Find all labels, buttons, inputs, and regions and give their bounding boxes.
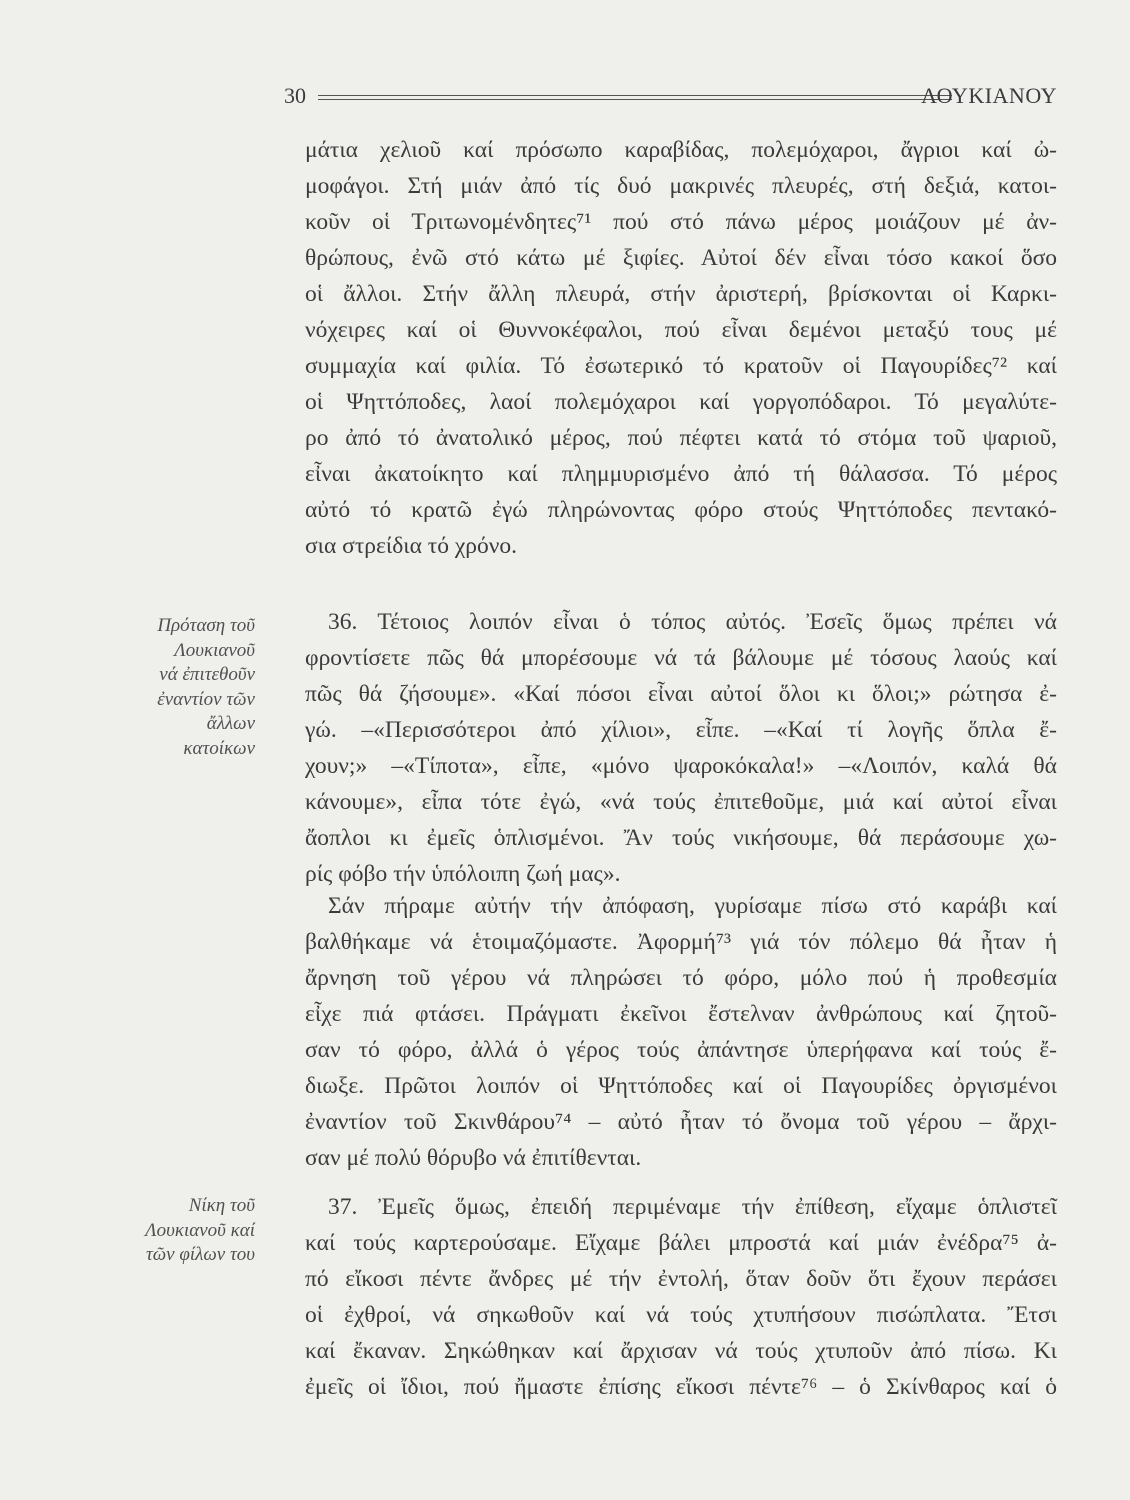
- text-line: μάτια χελιοῦ καί πρόσωπο καραβίδας, πολεμόχαροι, ἄγριοι καί ὠ-: [305, 137, 1057, 163]
- margin-note-line: ἄλλων: [206, 713, 255, 734]
- text-line: ρίς φόβο τήν ὑπόλοιπη ζωή μας».: [305, 861, 621, 887]
- text-line: γώ. –«Περισσότεροι ἀπό χίλιοι», εἶπε. –«Καί τί λογῆς ὅπλα ἔ-: [305, 717, 1057, 743]
- text-line: 37. Ἐμεῖς ὅμως, ἐπειδή περιμέναμε τήν ἐπίθεση, εἴχαμε ὁπλιστεῖ: [328, 1194, 1057, 1220]
- text-line: ρο ἀπό τό ἀνατολικό μέρος, πού πέφτει κατά τό στόμα τοῦ ψαριοῦ,: [305, 425, 1057, 451]
- text-line: φροντίσετε πῶς θά μπορέσουμε νά τά βάλουμε μέ τόσους λαούς καί: [305, 645, 1057, 671]
- margin-note: [157, 614, 255, 761]
- text-line: σαν μέ πολύ θόρυβο νά ἐπιτίθενται.: [305, 1145, 642, 1171]
- margin-note: [145, 1194, 255, 1268]
- margin-note-line: νά ἐπιτεθοῦν: [159, 664, 255, 685]
- text-line: Σάν πήραμε αὐτήν τήν ἀπόφαση, γυρίσαμε πίσω στό καράβι καί: [328, 893, 1057, 919]
- text-line: ἐμεῖς οἱ ἴδιοι, πού ἤμαστε ἐπίσης εἴκοσι πέντε⁷⁶ – ὁ Σκίνθαρος καί ὁ: [305, 1374, 1057, 1400]
- text-line: οἱ ἄλλοι. Στήν ἄλλη πλευρά, στήν ἀριστερή, βρίσκονται οἱ Καρκι-: [305, 281, 1057, 307]
- text-line: οἱ ἐχθροί, νά σηκωθοῦν καί νά τούς χτυπήσουν πισώπλατα. Ἔτσι: [305, 1302, 1057, 1328]
- margin-note-line: κατοίκων: [183, 737, 255, 759]
- text-line: κάνουμε», εἶπα τότε ἐγώ, «νά τούς ἐπιτεθοῦμε, μιά καί αὐτοί εἶναι: [305, 789, 1057, 815]
- text-line: εἶναι ἀκατοίκητο καί πλημμυρισμένο ἀπό τή θάλασσα. Τό μέρος: [305, 461, 1057, 487]
- text-line: εἶχε πιά φτάσει. Πράγματι ἐκεῖνοι ἔστελναν ἀνθρώπους καί ζητοῦ-: [305, 1001, 1057, 1027]
- text-line: πῶς θά ζήσουμε». «Καί πόσοι εἶναι αὐτοί ὅλοι κι ὅλοι;» ρώτησα ἐ-: [305, 681, 1057, 707]
- header-rule: [318, 95, 952, 100]
- text-line: νόχειρες καί οἱ Θυννοκέφαλοι, πού εἶναι δεμένοι μεταξύ τους μέ: [305, 317, 1057, 343]
- text-line: ἐναντίον τοῦ Σκινθάρου⁷⁴ – αὐτό ἦταν τό ὄνομα τοῦ γέρου – ἄρχι-: [305, 1109, 1057, 1135]
- text-line: βαλθήκαμε νά ἑτοιμαζόμαστε. Ἀφορμή⁷³ γιά τόν πόλεμο θά ἦταν ἡ: [305, 929, 1057, 955]
- text-line: καί ἔκαναν. Σηκώθηκαν καί ἄρχισαν νά τούς χτυποῦν ἀπό πίσω. Κι: [305, 1338, 1057, 1364]
- running-title: ΛΟΥΚΙΑΝΟΥ: [921, 83, 1057, 108]
- text-line: πό εἴκοσι πέντε ἄνδρες μέ τήν ἐντολή, ὅταν δοῦν ὅτι ἔχουν περάσει: [305, 1266, 1057, 1292]
- text-line: ἄρνηση τοῦ γέρου νά πληρώσει τό φόρο, μόλο πού ἡ προθεσμία: [305, 965, 1057, 991]
- text-line: σαν τό φόρο, ἀλλά ὁ γέρος τούς ἀπάντησε ὑπερήφανα καί τούς ἔ-: [305, 1037, 1057, 1063]
- text-line: χουν;» –«Τίποτα», εἶπε, «μόνο ψαροκόκαλα!» –«Λοιπόν, καλά θά: [305, 753, 1057, 779]
- margin-note-line: Πρόταση τοῦ: [157, 615, 255, 636]
- text-line: διωξε. Πρῶτοι λοιπόν οἱ Ψηττόποδες καί οἱ Παγουρίδες ὀργισμένοι: [305, 1073, 1057, 1099]
- text-line: θρώπους, ἐνῶ στό κάτω μέ ξιφίες. Αὐτοί δέν εἶναι τόσο κακοί ὅσο: [305, 245, 1057, 271]
- text-line: καί τούς καρτερούσαμε. Εἴχαμε βάλει μπροστά καί μιάν ἐνέδρα⁷⁵ ἀ-: [305, 1230, 1057, 1256]
- page-number: 30: [284, 83, 306, 108]
- margin-note-line: Λουκιανοῦ: [174, 639, 255, 661]
- margin-note-line: Λουκιανοῦ καί: [145, 1219, 255, 1241]
- margin-note-line: Νίκη τοῦ: [188, 1195, 255, 1216]
- text-line: συμμαχία καί φιλία. Τό ἐσωτερικό τό κρατοῦν οἱ Παγουρίδες⁷² καί: [305, 353, 1057, 379]
- text-line: οἱ Ψηττόποδες, λαοί πολεμόχαροι καί γοργοπόδαροι. Τό μεγαλύτε-: [305, 389, 1057, 415]
- text-line: 36. Τέτοιος λοιπόν εἶναι ὁ τόπος αὐτός. Ἐσεῖς ὅμως πρέπει νά: [328, 609, 1057, 635]
- text-line: μοφάγοι. Στή μιάν ἀπό τίς δυό μακρινές πλευρές, στή δεξιά, κατοι-: [305, 173, 1057, 199]
- text-line: ἄοπλοι κι ἐμεῖς ὁπλισμένοι. Ἄν τούς νικήσουμε, θά περάσουμε χω-: [305, 825, 1057, 851]
- text-line: σια στρείδια τό χρόνο.: [305, 533, 518, 559]
- margin-note-line: τῶν φίλων του: [145, 1244, 255, 1265]
- margin-note-line: ἐναντίον τῶν: [157, 688, 255, 710]
- text-line: αὐτό τό κρατῶ ἐγώ πληρώνοντας φόρο στούς Ψηττόποδες πεντακό-: [305, 497, 1057, 523]
- text-line: κοῦν οἱ Τριτωνομένδητες⁷¹ πού στό πάνω μέρος μοιάζουν μέ ἀν-: [305, 209, 1057, 235]
